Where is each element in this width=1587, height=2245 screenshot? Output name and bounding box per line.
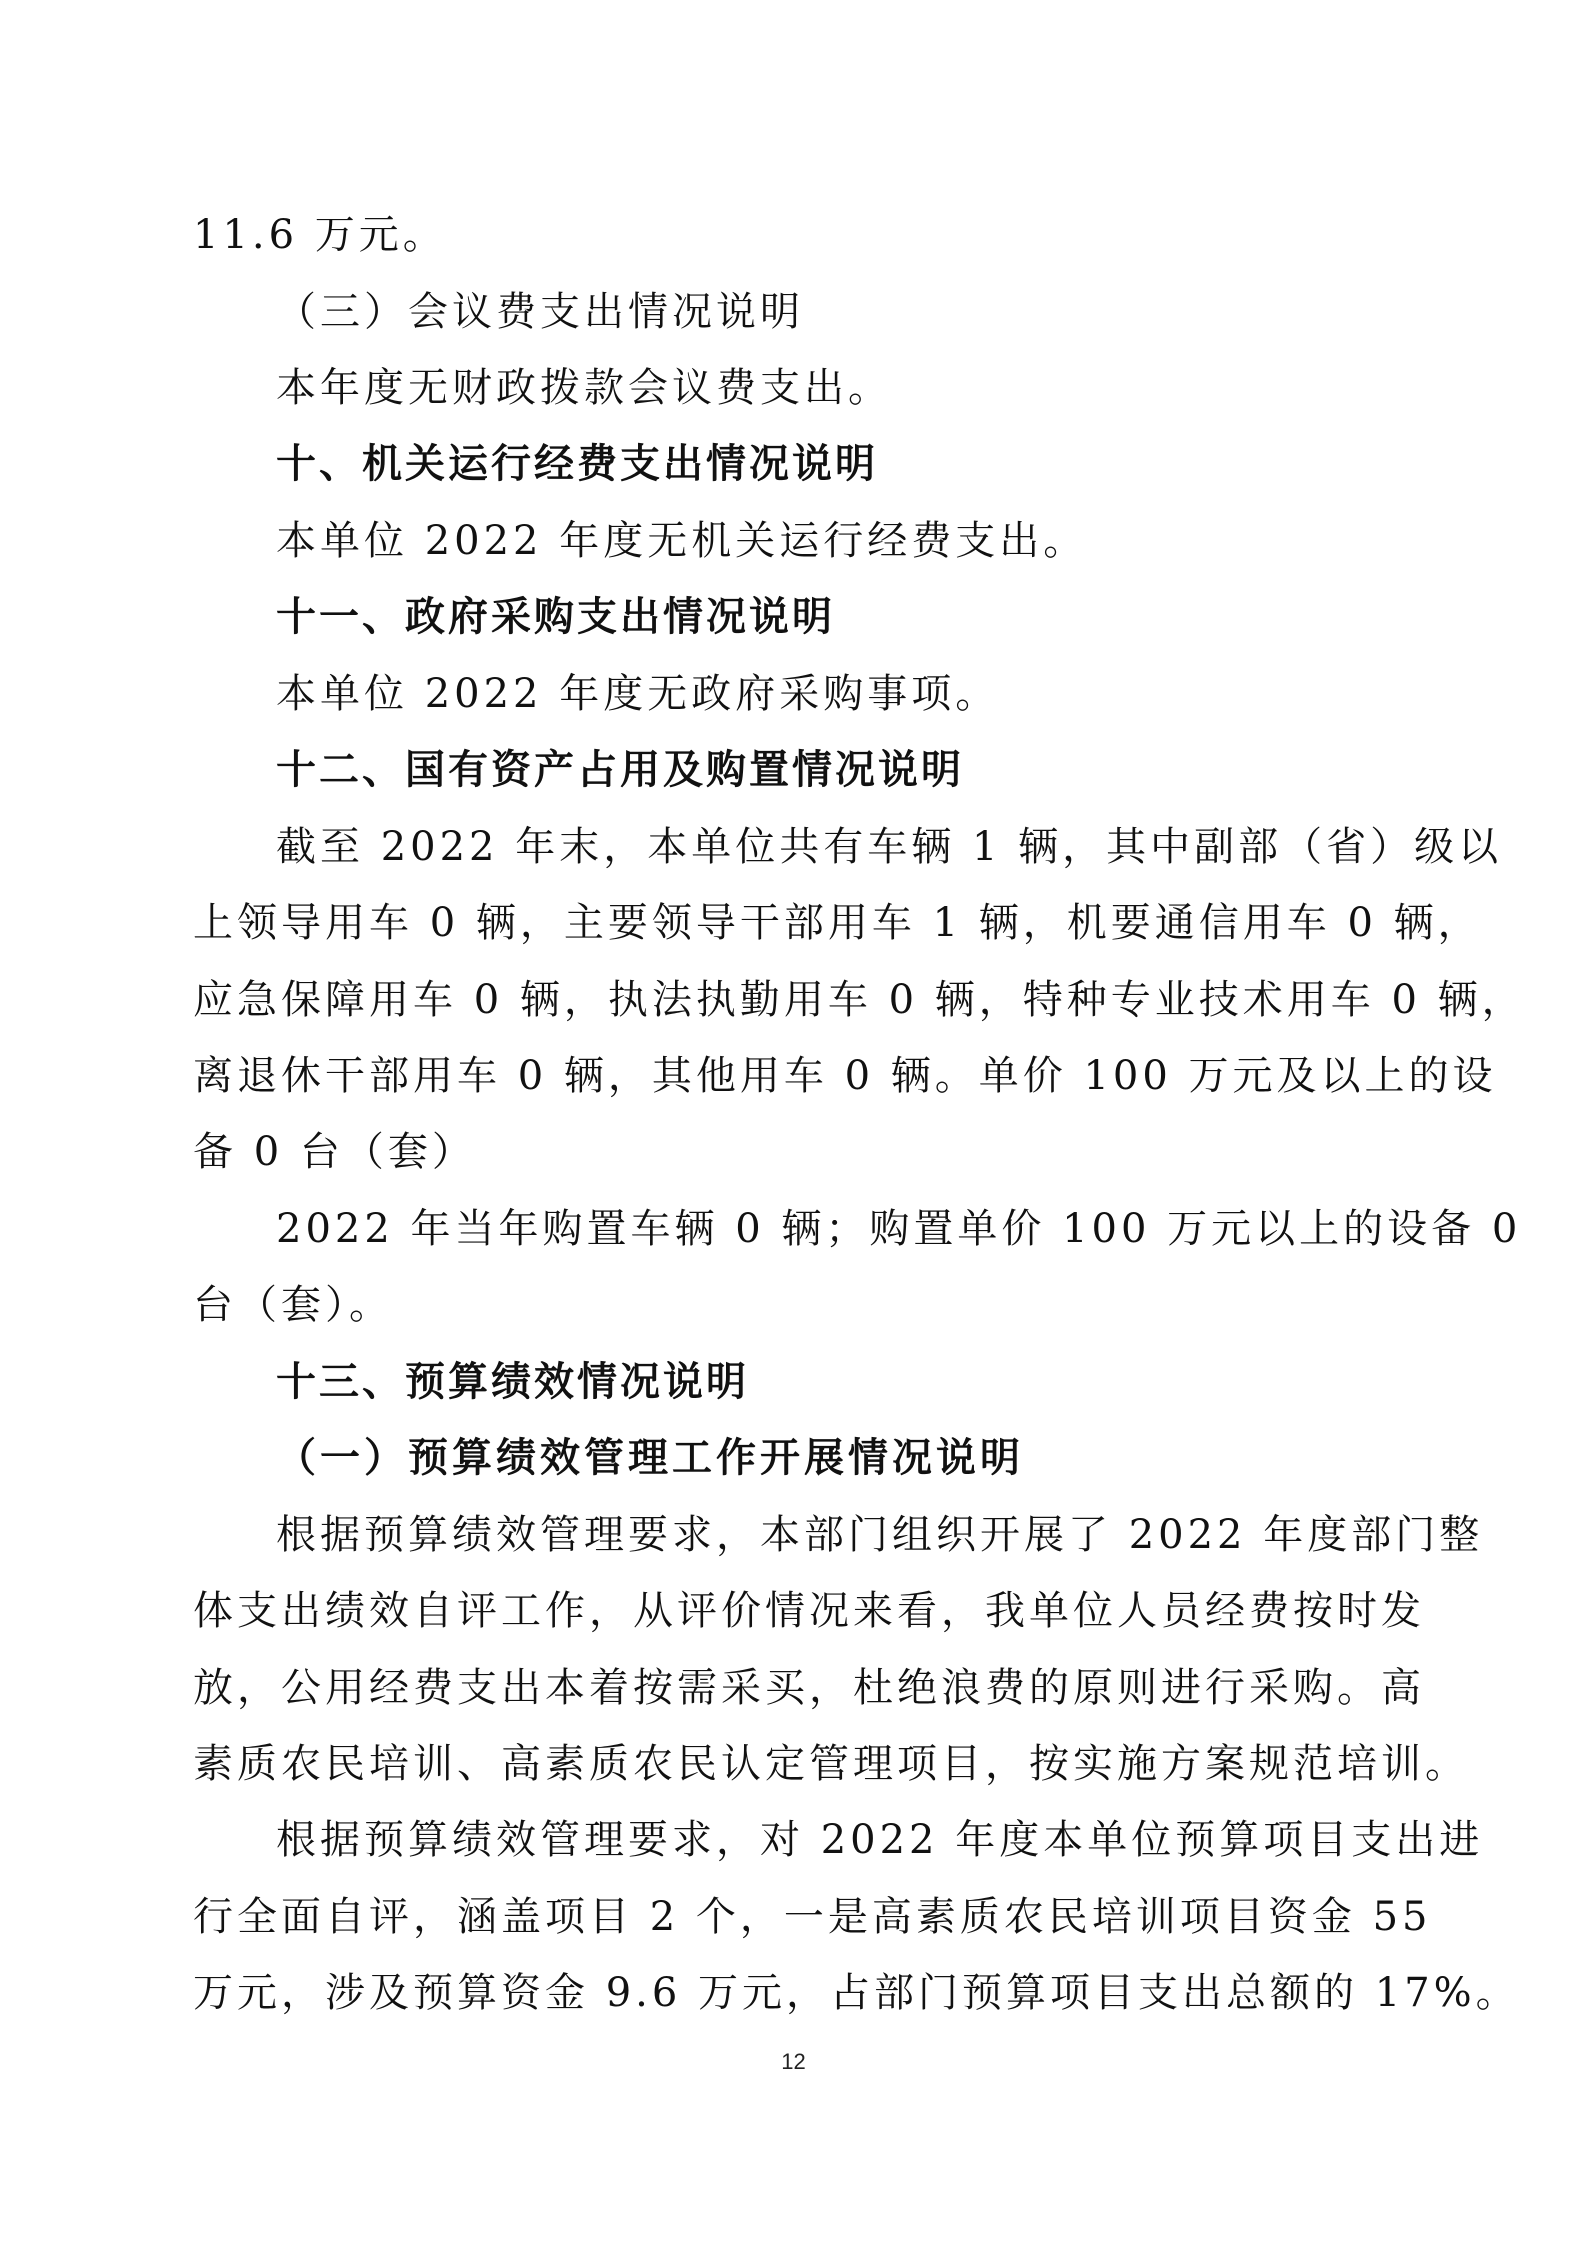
- text-line: 本单位 2022 年度无政府采购事项。: [276, 671, 1000, 717]
- text-line: 备 0 台（套）: [193, 1129, 476, 1175]
- text-line: 素质农民培训、高素质农民认定管理项目，按实施方案规范培训。: [193, 1741, 1469, 1787]
- text-line: 万元，涉及预算资金 9.6 万元，占部门预算项目支出总额的 17%。: [193, 1970, 1520, 2016]
- text-line: 截至 2022 年末，本单位共有车辆 1 辆，其中副部（省）级以: [276, 824, 1503, 870]
- text-line: 应急保障用车 0 辆，执法执勤用车 0 辆，特种专业技术用车 0 辆，: [193, 977, 1526, 1023]
- text-line: 台（套）。: [193, 1282, 393, 1328]
- section-heading: 十、机关运行经费支出情况说明: [276, 441, 878, 487]
- text-line: 根据预算绩效管理要求，本部门组织开展了 2022 年度部门整: [276, 1512, 1484, 1558]
- subsection-heading: （一）预算绩效管理工作开展情况说明: [276, 1434, 1024, 1481]
- text-line: 行全面自评，涵盖项目 2 个，一是高素质农民培训项目资金 55: [193, 1894, 1432, 1940]
- page-number: 12: [781, 2049, 806, 2074]
- section-heading: 十一、政府采购支出情况说明: [276, 594, 835, 640]
- text-line: 11.6 万元。: [193, 212, 447, 258]
- text-line: 本年度无财政拨款会议费支出。: [276, 365, 892, 411]
- subsection-heading: （三）会议费支出情况说明: [276, 289, 804, 335]
- text-line: 根据预算绩效管理要求，对 2022 年度本单位预算项目支出进: [276, 1817, 1484, 1863]
- text-line: 离退休干部用车 0 辆，其他用车 0 辆。单价 100 万元及以上的设: [193, 1053, 1497, 1099]
- section-heading: 十二、国有资产占用及购置情况说明: [276, 747, 964, 793]
- text-line: 上领导用车 0 辆，主要领导干部用车 1 辆，机要通信用车 0 辆，: [193, 900, 1482, 946]
- text-line: 本单位 2022 年度无机关运行经费支出。: [276, 518, 1088, 564]
- text-line: 2022 年当年购置车辆 0 辆；购置单价 100 万元以上的设备 0: [276, 1206, 1522, 1252]
- text-line: 体支出绩效自评工作，从评价情况来看，我单位人员经费按时发: [193, 1588, 1425, 1634]
- section-heading: 十三、预算绩效情况说明: [276, 1359, 749, 1405]
- text-line: 放，公用经费支出本着按需采买，杜绝浪费的原则进行采购。高: [193, 1665, 1425, 1711]
